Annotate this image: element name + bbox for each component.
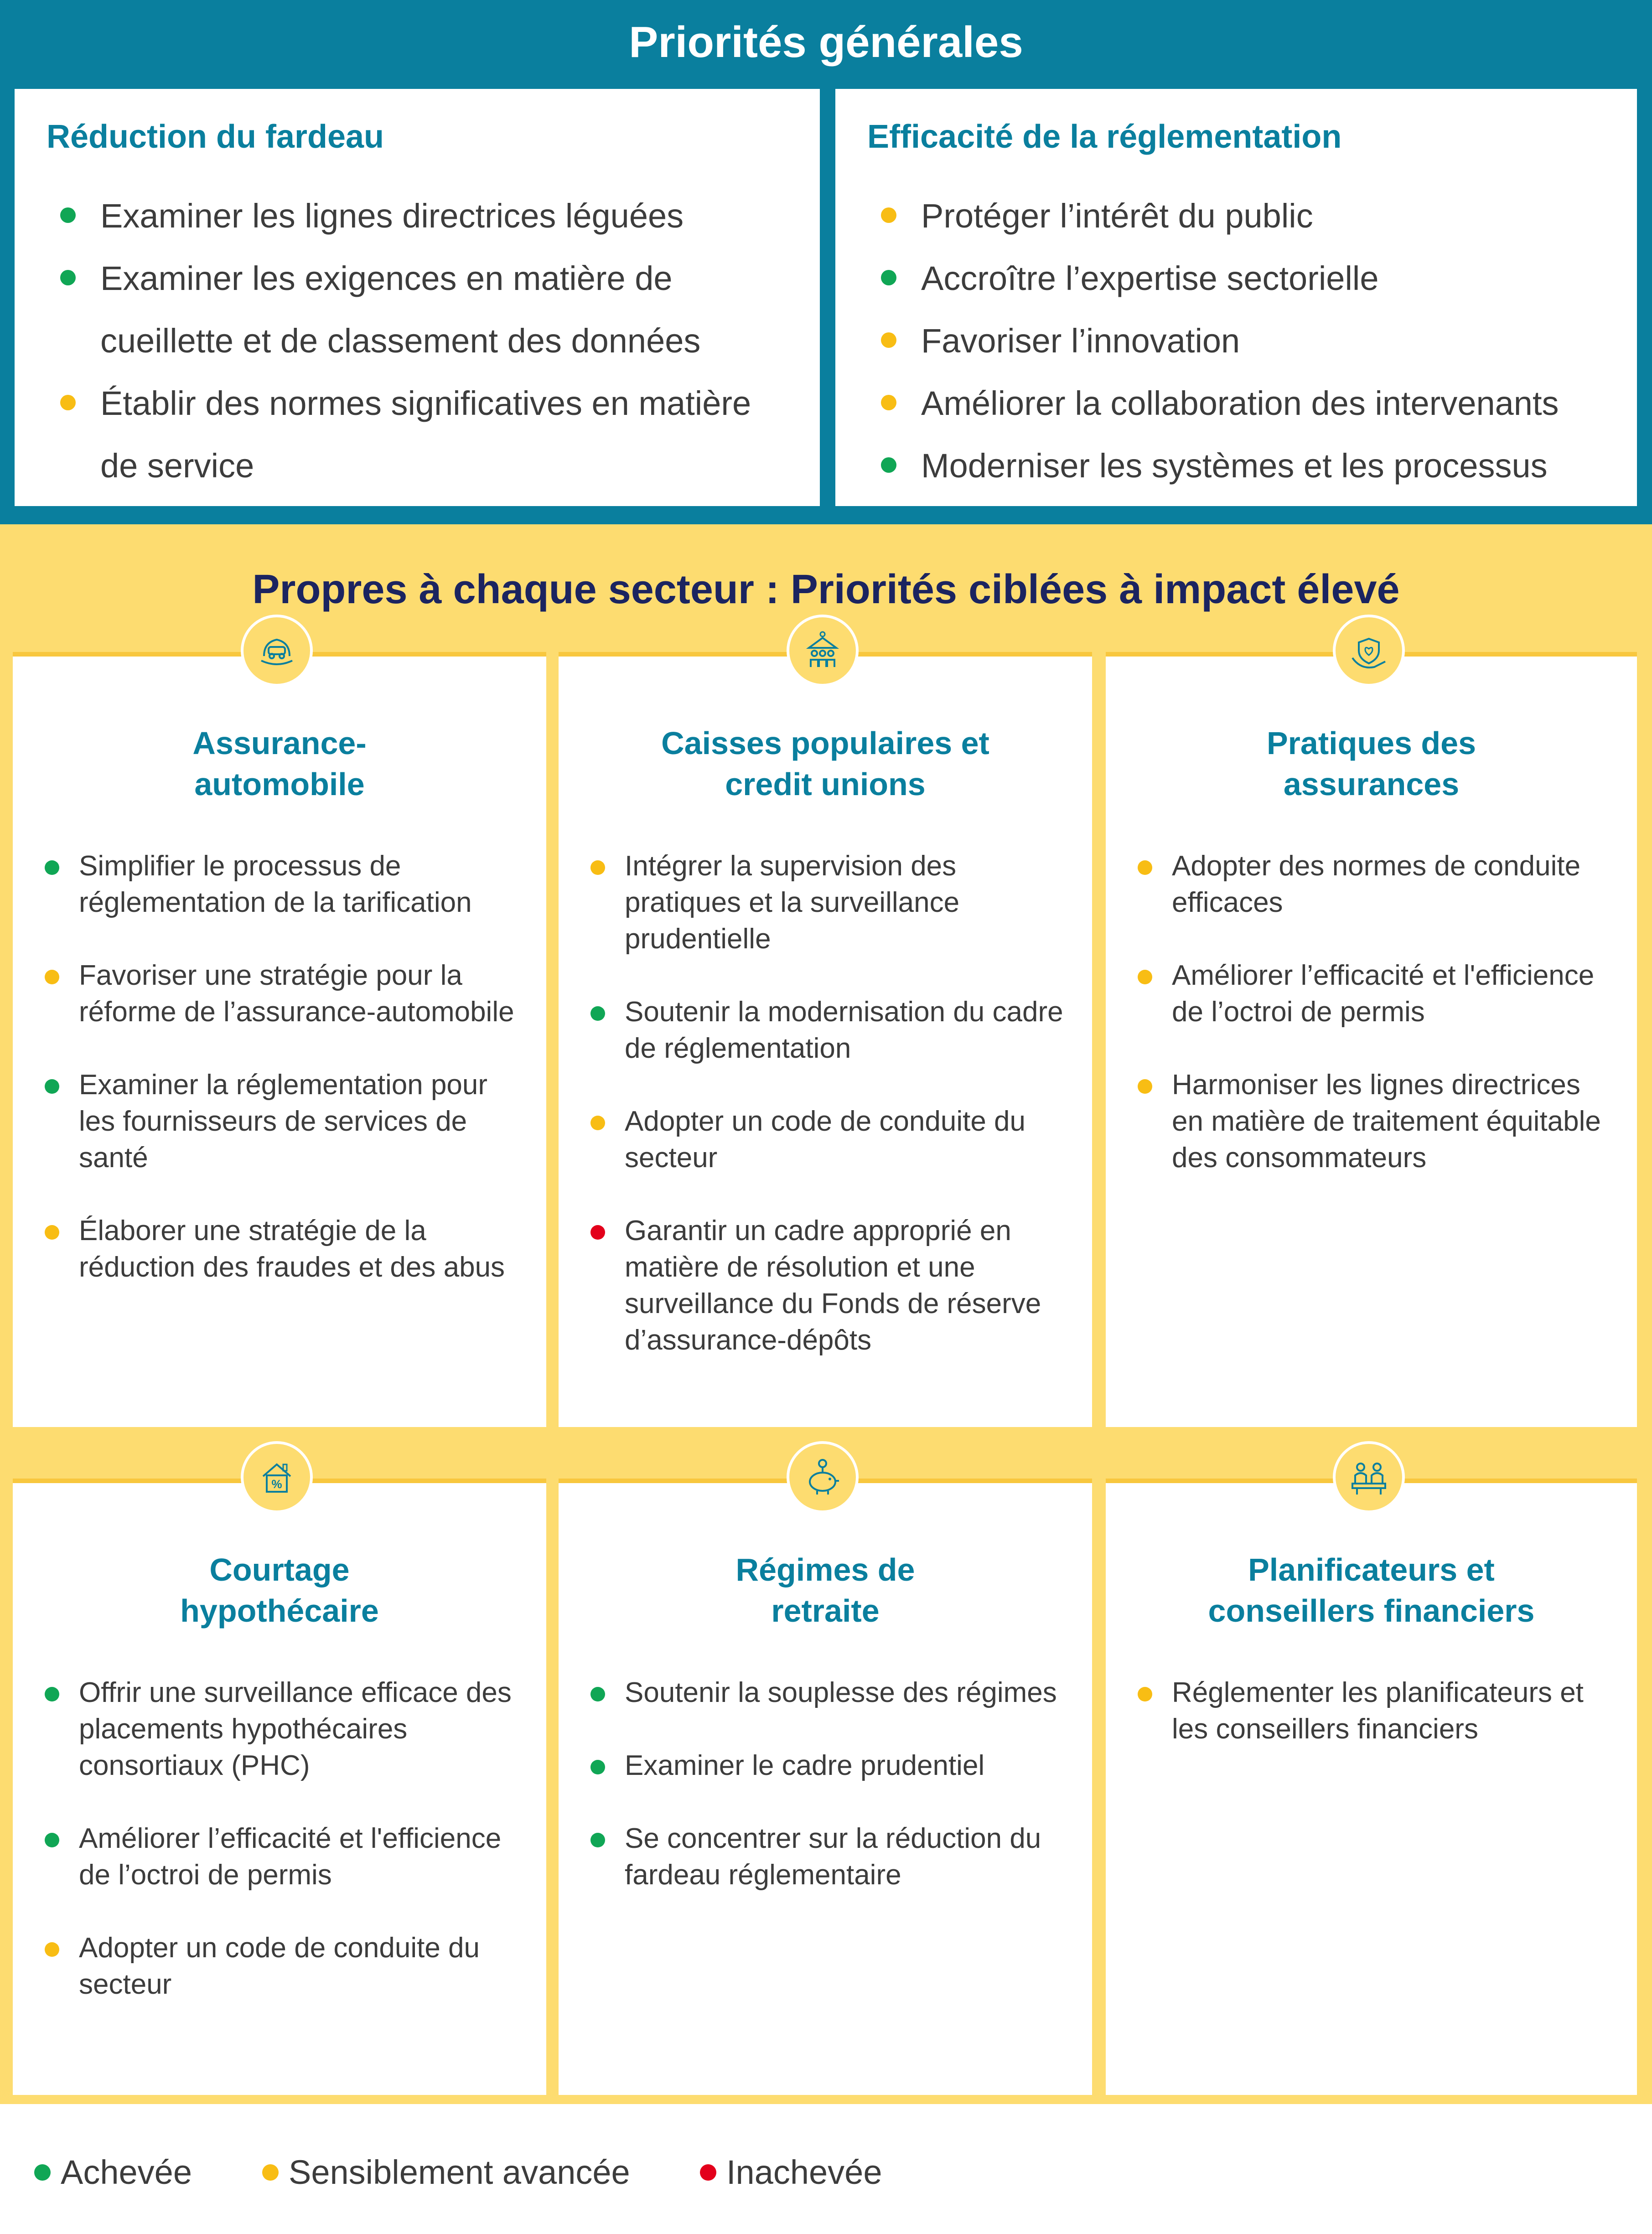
list-item [590,1675,1065,1711]
status-dot-icon [60,207,76,223]
list-item-text: Favoriser une stratégie pour la réforme de l’assurance-automobile [79,960,514,1028]
regulatory-effectiveness-list [867,185,1605,497]
legend-item [262,2138,630,2207]
list-item [590,1213,1065,1359]
list-item-text: Adopter des normes de conduite efficaces [1172,850,1581,918]
sector-card-list [1138,848,1610,1213]
list-item-text: Améliorer l’efficacité et l'efficience de l’octroi de permis [1172,960,1595,1028]
list-item-text: Améliorer la collaboration des intervenants [921,384,1559,422]
list-item-text: Favoriser l’innovation [921,322,1240,360]
list-item-text: Examiner les lignes directrices léguées [100,197,684,235]
list-item-text: Examiner les exigences en matière de cueillette et de classement des données [100,259,701,360]
list-item [1138,1067,1610,1176]
burden-reduction-title: Réduction du fardeau [47,119,384,155]
list-item [45,1067,519,1176]
list-item [47,185,788,247]
sector-card-title-line: conseillers financiers [1208,1593,1535,1629]
sector-card-title-line: Régimes de [735,1552,915,1588]
sector-card-title-line: credit unions [725,766,926,802]
insurance-practices-icon [1333,615,1405,687]
list-item [45,1930,519,2003]
status-dot-icon [590,1833,605,1847]
status-dot-icon [881,207,896,223]
sector-card-title-line: retraite [771,1593,880,1629]
list-item-text: Adopter un code de conduite du secteur [625,1106,1026,1174]
regulatory-effectiveness-title: Efficacité de la réglementation [867,119,1342,155]
sector-card [1106,1479,1637,2095]
status-dot-icon [1138,860,1152,875]
status-dot-icon [881,457,896,473]
mortgage-house-icon [241,1441,313,1513]
status-dot-icon [881,270,896,285]
status-dot-icon [45,1942,59,1957]
legend-label: Inachevée [726,2153,882,2191]
status-dot-icon [590,860,605,875]
status-dot-icon [262,2164,279,2181]
list-item-text: Intégrer la supervision des pratiques et la surveillance prudentielle [625,850,960,955]
status-dot-icon [590,1225,605,1240]
sector-card-title [559,1549,1092,1631]
list-item [590,994,1065,1067]
status-dot-icon [1138,970,1152,984]
status-dot-icon [45,970,59,984]
list-item-text: Examiner la réglementation pour les fournisseurs de services de santé [79,1069,488,1174]
credit-union-icon [787,615,859,687]
list-item [47,372,788,497]
status-dot-icon [1138,1079,1152,1094]
list-item [45,957,519,1030]
list-item-text: Se concentrer sur la réduction du fardeau réglementaire [625,1823,1041,1891]
status-dot-icon [590,1116,605,1130]
list-item [867,247,1605,310]
piggy-bank-icon [787,1441,859,1513]
sector-card-title-line: Assurance- [192,725,367,761]
sector-card-title-line: Courtage [209,1552,350,1588]
sector-card-title-line: Planificateurs et [1248,1552,1495,1588]
list-item-text: Améliorer l’efficacité et l'efficience de l’octroi de permis [79,1823,502,1891]
list-item [1138,957,1610,1030]
status-dot-icon [45,1833,59,1847]
burden-reduction-list [47,185,788,497]
sector-card-title [13,1549,546,1631]
status-dot-icon [590,1006,605,1021]
car-insurance-icon [241,615,313,687]
status-dot-icon [881,395,896,410]
list-item [590,848,1065,957]
legend-label: Sensiblement avancée [289,2153,630,2191]
list-item [590,1748,1065,1784]
list-item-text: Examiner le cadre prudentiel [625,1750,985,1781]
sector-card [559,1479,1092,2095]
list-item-text: Garantir un cadre approprié en matière de résolution et une surveillance du Fonds de réserve d’assurance-dépôts [625,1215,1041,1356]
list-item [1138,1675,1610,1748]
sector-card [1106,652,1637,1427]
list-item [867,185,1605,247]
legend-label: Achevée [61,2153,192,2191]
sector-card-title-line: Pratiques des [1266,725,1476,761]
burden-reduction-panel [15,89,820,506]
sector-card-title [1106,1549,1637,1631]
status-dot-icon [45,1687,59,1701]
list-item-text: Soutenir la souplesse des régimes [625,1677,1057,1708]
sector-card-title [13,723,546,805]
status-legend [0,2138,1652,2207]
list-item [867,310,1605,372]
sector-card-title-line: assurances [1283,766,1460,802]
legend-item [34,2138,192,2207]
sector-card-list [1138,1675,1610,1784]
sector-card-title [559,723,1092,805]
list-item [1138,848,1610,921]
status-dot-icon [60,270,76,285]
list-item-text: Harmoniser les lignes directrices en matière de traitement équitable des consommateurs [1172,1069,1601,1174]
list-item-text: Offrir une surveillance efficace des placements hypothécaires consortiaux (PHC) [79,1677,512,1781]
sector-card-list [590,1675,1065,1930]
sector-card-list [590,848,1065,1395]
list-item [867,372,1605,434]
general-priorities-title: Priorités générales [629,18,1023,67]
sector-card [13,1479,546,2095]
regulatory-effectiveness-panel [835,89,1637,506]
list-item [45,848,519,921]
list-item [867,434,1605,497]
list-item [47,247,788,372]
status-dot-icon [45,860,59,875]
list-item [45,1675,519,1784]
list-item-text: Accroître l’expertise sectorielle [921,259,1379,297]
sector-card-list [45,1675,519,2039]
list-item [590,1103,1065,1176]
list-item-text: Moderniser les systèmes et les processus [921,447,1548,485]
list-item-text: Soutenir la modernisation du cadre de réglementation [625,996,1063,1064]
sector-card-list [45,848,519,1322]
status-dot-icon [45,1079,59,1094]
svg-text:%: % [271,1477,282,1491]
status-dot-icon [590,1760,605,1774]
sector-card [559,652,1092,1427]
list-item-text: Réglementer les planificateurs et les conseillers financiers [1172,1677,1584,1745]
sector-card-title [1106,723,1637,805]
status-dot-icon [590,1687,605,1701]
sector-card-title-line: automobile [194,766,365,802]
list-item-text: Simplifier le processus de réglementation de la tarification [79,850,472,918]
list-item-text: Élaborer une stratégie de la réduction des fraudes et des abus [79,1215,505,1283]
list-item [590,1820,1065,1893]
status-dot-icon [34,2164,51,2181]
sector-priorities-title: Propres à chaque secteur : Priorités ciblées à impact élevé [252,567,1400,612]
legend-item [700,2138,882,2207]
financial-advisor-icon [1333,1441,1405,1513]
sector-card-title-line: Caisses populaires et [661,725,989,761]
list-item [45,1213,519,1286]
status-dot-icon [1138,1687,1152,1701]
status-dot-icon [700,2164,716,2181]
list-item [45,1820,519,1893]
status-dot-icon [60,395,76,410]
list-item-text: Protéger l’intérêt du public [921,197,1313,235]
status-dot-icon [881,332,896,348]
list-item-text: Adopter un code de conduite du secteur [79,1932,480,2000]
list-item-text: Établir des normes significatives en matière de service [100,384,751,485]
status-dot-icon [45,1225,59,1240]
sector-card [13,652,546,1427]
sector-card-title-line: hypothécaire [180,1593,379,1629]
